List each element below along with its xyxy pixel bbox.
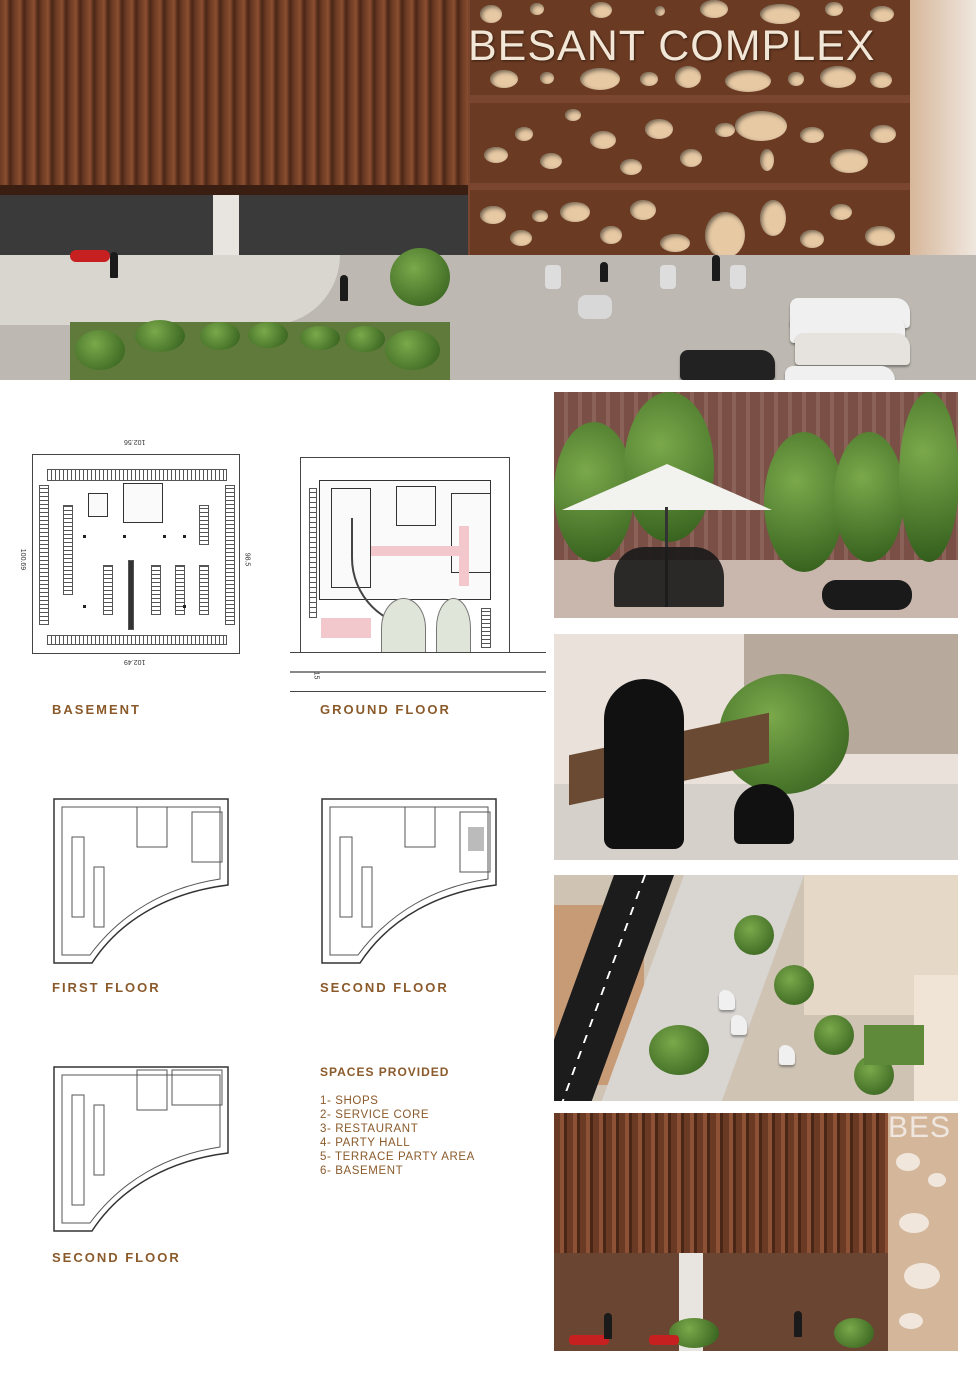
dimension-left: 100.69	[19, 548, 27, 571]
space-item: 1- SHOPS	[320, 1095, 379, 1107]
dimension-right: 98.5	[243, 552, 251, 567]
tree	[834, 432, 904, 562]
motorbike	[578, 295, 612, 319]
red-chairs	[649, 1335, 679, 1345]
hedge	[390, 248, 450, 306]
parked-car	[785, 366, 895, 380]
person-silhouette	[604, 679, 684, 849]
tree	[899, 392, 958, 562]
people-silhouettes	[614, 547, 724, 607]
red-chairs	[70, 250, 110, 262]
building-title: BESANT COMPLEX	[468, 22, 876, 70]
basement-plan	[18, 438, 250, 668]
motorbike	[822, 580, 912, 610]
shrub	[75, 330, 125, 370]
render-bench-scene	[554, 634, 958, 860]
person-silhouette	[604, 1313, 612, 1339]
second-floor-label: SECOND FLOOR	[320, 980, 449, 995]
person-silhouette	[600, 262, 608, 282]
person-silhouette	[110, 252, 118, 278]
space-item: 6- BASEMENT	[320, 1165, 404, 1177]
dog-silhouette	[734, 784, 794, 844]
space-item: 4- PARTY HALL	[320, 1137, 411, 1149]
second-floor-plan-b	[52, 1065, 230, 1233]
spaces-title: SPACES PROVIDED	[320, 1065, 450, 1079]
first-floor-label: FIRST FLOOR	[52, 980, 161, 995]
shrub	[345, 326, 385, 352]
red-chairs	[569, 1335, 609, 1345]
scooter	[545, 265, 561, 289]
second-floor-plan	[320, 797, 498, 965]
person-silhouette	[340, 275, 348, 301]
space-item: 2- SERVICE CORE	[320, 1109, 430, 1121]
basement-label: BASEMENT	[52, 702, 141, 717]
shrub	[300, 326, 340, 350]
road	[290, 652, 546, 692]
facade-sign-partial: BES	[888, 1113, 952, 1143]
space-item: 3- RESTAURANT	[320, 1123, 419, 1135]
shrub	[385, 330, 440, 370]
tree	[764, 432, 844, 572]
walkway	[0, 255, 340, 325]
second-floor-label-b: SECOND FLOOR	[52, 1250, 181, 1265]
road-dimension: 15	[312, 671, 320, 680]
person-silhouette	[794, 1311, 802, 1337]
render-street-aerial	[554, 875, 958, 1101]
ground-floor-plan	[290, 452, 546, 696]
wood-slat-facade	[0, 0, 470, 195]
space-item: 5- TERRACE PARTY AREA	[320, 1151, 475, 1163]
ground-floor-label: GROUND FLOOR	[320, 702, 451, 717]
first-floor-plan	[52, 797, 230, 965]
parked-car	[795, 333, 910, 365]
shrub	[135, 320, 185, 352]
dimension-top: 102.56	[124, 438, 146, 445]
parked-car	[680, 350, 775, 380]
person-silhouette	[712, 255, 720, 281]
dimension-bottom: 102.49	[124, 658, 146, 665]
render-facade-elevation	[554, 1113, 958, 1351]
hero-render	[0, 0, 976, 380]
perforated-panel-2	[470, 103, 910, 183]
render-umbrella-seating	[554, 392, 958, 618]
scooter	[730, 265, 746, 289]
side-wall	[910, 0, 976, 290]
scooter	[660, 265, 676, 289]
shrub	[248, 322, 288, 348]
shrub	[200, 322, 240, 350]
spaces-list	[320, 1094, 475, 1178]
